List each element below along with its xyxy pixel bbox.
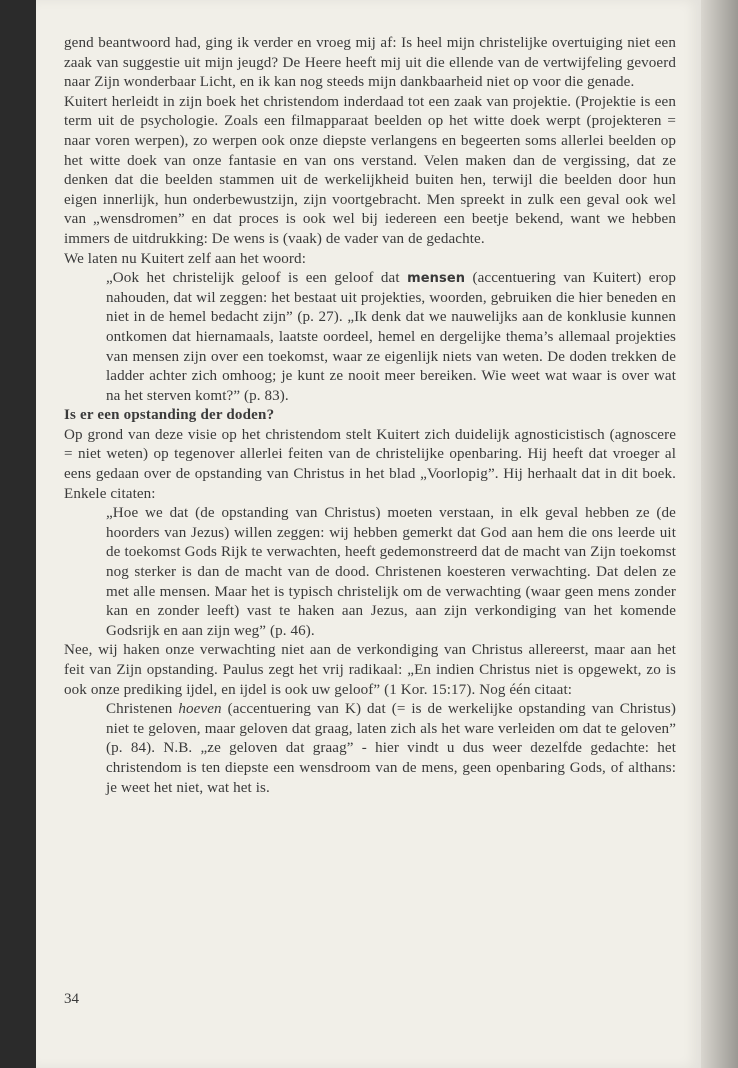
page-body — [64, 34, 676, 798]
quote-1-part-b: (accentuering van Kuitert) erop nahouden, dat wil zeggen: het bestaat uit projekties, woorden, gebruiken die hier beneden en niet in de hemel bedacht zijn” (p. 27). „Ik denk dat we nauwelijks aan de konklusie kunnen ontkomen dat hiernamaals, laatste oordeel, hemel en dergelijke thema’s allemaal projekties van mensen zijn over een toekomst, waar ze eigenlijk niets van weten. De doden trekken de ladder achter zich omhoog; je kunt ze nooit meer bereiken. Wie weet wat waar is over wat na het sterven komt?” (p. 83). — [106, 270, 677, 404]
book-spine-edge — [701, 0, 738, 1068]
quote-3-part-a: Christenen — [106, 701, 179, 718]
paragraph-2: Kuitert herleidt in zijn boek het christendom inderdaad tot een zaak van projektie. (Projektie is een term uit de psychologie. Zoals een filmapparaat beelden op het witte doek werpt (projekteren = naar voren werpen), zo werpen ook onze diepste verlangens en begeerten soms allerlei beelden op het witte doek van onze fantasie en van ons verstand. Velen maken dan de vergissing, dat ze denken dat die beelden stammen uit de werkelijkheid buiten hen, terwijl die beelden door hun eigen innerlijk, hun onderbewustzijn, zijn voortgebracht. Men spreekt in zulk een geval ook wel van „wensdromen” en dat proces is ook wel bij iedereen een beetje bekend, want we hebben immers de uitdrukking: De wens is (vaak) de vader van de gedachte. — [64, 93, 676, 247]
paragraph-4: Op grond van deze visie op het christendom stelt Kuitert zich duidelijk agnosticistisch (agnoscere = niet weten) op tegenover allerlei feiten van de christelijke openbaring. Hij heeft dat vroeger al eens gedaan over de opstanding van Christus in het blad „Voorlopig”. Hij herhaalt dat in dit boek. Enkele citaten: — [64, 426, 676, 502]
book-page — [36, 0, 701, 1068]
quote-3-emphasis: hoeven — [178, 701, 222, 718]
page-number: 34 — [64, 991, 79, 1007]
quote-2: „Hoe we dat (de opstanding van Christus) moeten verstaan, in elk geval hebben ze (de hoorders van Jezus) willen zeggen: wij hebben gemerkt dat God aan hem die ons leerde uit de toekomst Gods Rijk te verwachten, heeft gedemonstreerd dat de macht van Zijn toekomst nog sterker is dan de macht van de dood. Christenen koesteren verwachting. Dat delen ze met alle mensen. Maar het is typisch christelijk om de verwachting (waar geen mens zonder kan en zonder leeft) vast te haken aan Jezus, aan zijn verkondiging van het komende Godsrijk en aan zijn weg” (p. 46). — [106, 505, 676, 639]
quote-1 — [64, 269, 676, 406]
quote-1-part-a: „Ook het christelijk geloof is een geloof dat — [106, 270, 408, 287]
paragraph-5: Nee, wij haken onze verwachting niet aan de verkondiging van Christus allereerst, maar aan het feit van Zijn opstanding. Paulus zegt het vrij radikaal: „En indien Christus niet is opgewekt, zo is ook onze prediking ijdel, en ijdel is ook uw geloof” (1 Kor. 15:17). Nog één citaat: — [64, 642, 676, 698]
paragraph-1: gend beantwoord had, ging ik verder en vroeg mij af: Is heel mijn christelijke overtuiging niet een zaak van suggestie uit mijn jeugd? De Heere heeft mij uit die ellende van de vertwijfeling gevoerd naar Zijn wonderbaar Licht, en ik kan nog steeds mijn dankbaarheid niet op voor die genade. — [64, 35, 676, 91]
quote-1-emphasis: mensen — [407, 271, 466, 287]
quote-3 — [64, 700, 676, 798]
paragraph-3: We laten nu Kuitert zelf aan het woord: — [64, 250, 306, 267]
quote-3-part-b: (accentuering van K) dat (= is de werkelijke opstanding van Christus) niet te geloven, maar geloven dat graag, laten zich als het ware verleiden om dat te geloven” (p. 84). N.B. „ze geloven dat graag” - hier vindt u dus weer dezelfde gedachte: het christendom is ten diepste een wensdroom van de mens, geen openbaring Gods, of althans: je weet het niet, wat het is. — [106, 701, 676, 796]
section-heading: Is er een opstanding der doden? — [64, 407, 275, 424]
